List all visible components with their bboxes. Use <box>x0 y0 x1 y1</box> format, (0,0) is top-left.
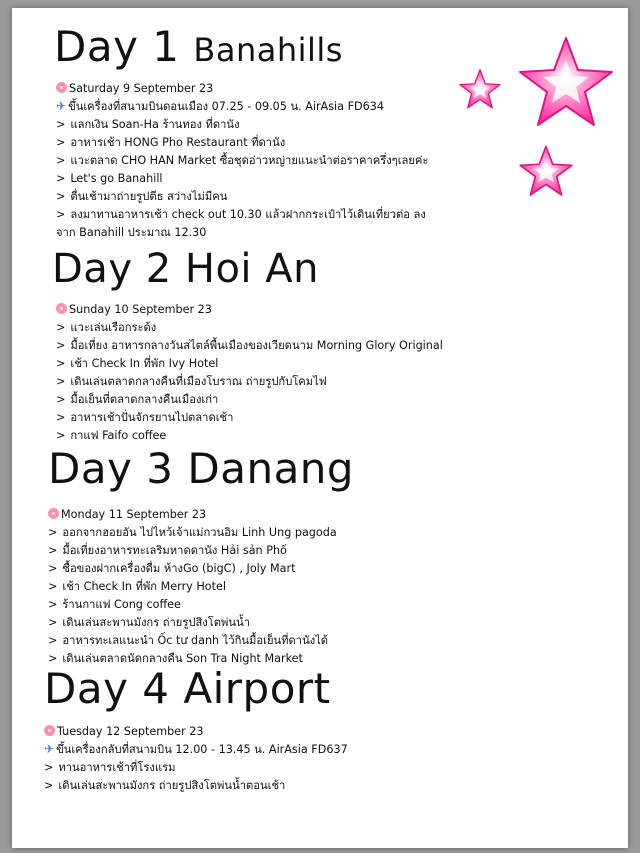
day-4-flight: ✈ ขึ้นเครื่องกลับที่สนามบิน 12.00 - 13.45 น. AirAsia FD637 <box>44 742 348 756</box>
pink-star-icon-small-right <box>518 144 574 198</box>
list-item: > มื้อเย็นที่ตลาดกลางคืนเมืองเก่า <box>56 393 219 406</box>
day-1-title <box>54 22 343 71</box>
list-item: > Let's go Banahill <box>56 172 163 185</box>
day-4-label: Day 4 <box>44 664 170 713</box>
pink-star-icon-small-left <box>458 68 502 110</box>
cherry-blossom-icon <box>56 82 67 93</box>
day-2-date: Sunday 10 September 23 <box>56 302 212 317</box>
day-3-date: Monday 11 September 23 <box>48 507 206 522</box>
list-item: > เช้า Check In ที่พัก Ivy Hotel <box>56 357 219 370</box>
day-4-date: Tuesday 12 September 23 <box>44 724 204 739</box>
list-item: > แลกเงิน Soan-Ha ร้านทอง ที่ดานัง <box>56 118 240 131</box>
day-1-date: Saturday 9 September 23 <box>56 81 213 96</box>
pink-star-icon-large <box>516 34 616 130</box>
day-2-place: Hoi An <box>184 246 319 292</box>
day-4-place: Airport <box>183 664 331 713</box>
day-1-place: Banahills <box>193 31 343 69</box>
day-3-place: Danang <box>187 444 355 493</box>
day-2-label: Day 2 <box>52 246 172 292</box>
day-2-title <box>52 246 319 292</box>
list-item: > มื้อเที่ยงอาหารทะเลริมหาดดานัง Hải sản Phố <box>48 544 287 557</box>
list-item: > ตื่นเช้ามาถ่ายรูปตีธ สว่างไม่มีคน <box>56 190 228 203</box>
day-1-flight: ✈ ขึ้นเครื่องที่สนามบินดอนเมือง 07.25 - 09.05 น. AirAsia FD634 <box>56 99 384 113</box>
day-4-title <box>44 664 331 713</box>
day-3-title <box>48 444 354 493</box>
list-item: > อาหารทะเลแนะนำ Ốc tư danh ไว้กินมื้อเย็นที่ดานังได้ <box>48 634 329 647</box>
day-3-label: Day 3 <box>48 444 174 493</box>
list-item: > แวะตลาด CHO HAN Market ซื้อชุดอ่าวหญ่ายแนะนำต่อราคาครึ่งๆเลยค่ะ <box>56 154 429 167</box>
list-item: > ซื้อของฝากเครื่องดื่ม ห้างGo (bigC) , Joly Mart <box>48 562 296 575</box>
cherry-blossom-icon <box>48 508 59 519</box>
list-item: > อาหารเช้าปั่นจักรยานไปตลาดเช้า <box>56 411 234 424</box>
list-item: > เดินเล่นสะพานมังกร ถ่ายรูปสิงโตพ่นน้ำ <box>48 616 250 629</box>
list-item: > แวะเล่นเรือกระด้ง <box>56 321 157 334</box>
cherry-blossom-icon <box>44 725 55 736</box>
list-item: > ลงมาทานอาหารเช้า check out 10.30 แล้วฝากกระเป๋าไว้เดินเที่ยวต่อ ลง <box>56 208 426 221</box>
list-item: > ออกจากฮอยอัน ไปไหว้เจ้าแม่กวนอิม Linh Ung pagoda <box>48 526 337 539</box>
list-item: > กาแฟ Faifo coffee <box>56 429 167 442</box>
list-item: > อาหารเช้า HONG Pho Restaurant ที่ดานัง <box>56 136 286 149</box>
list-item: > ร้านกาแฟ Cong coffee <box>48 598 181 611</box>
list-item: > มื้อเที่ยง อาหารกลางวันสไตล์พื้นเมืองของเวียดนาม Morning Glory Original <box>56 339 443 352</box>
cherry-blossom-icon <box>56 303 67 314</box>
list-item: > เช้า Check In ที่พัก Merry Hotel <box>48 580 226 593</box>
list-item: > เดินเล่นสะพานมังกร ถ่ายรูปสิงโตพ่นน้ำตอนเช้า <box>44 779 286 792</box>
list-item: > ทานอาหารเช้าที่โรงแรม <box>44 761 176 774</box>
list-item-continuation: จาก Banahill ประมาณ 12.30 <box>56 226 207 239</box>
list-item: > เดินเล่นตลาดนัดกลางคืน Son Tra Night Market <box>48 652 303 665</box>
day-1-label: Day 1 <box>54 22 180 71</box>
airplane-icon: ✈ <box>44 742 55 756</box>
airplane-icon: ✈ <box>56 99 67 113</box>
itinerary-page <box>12 8 628 848</box>
list-item: > เดินเล่นตลาดกลางคืนที่เมืองโบราณ ถ่ายรูปกับโคมไฟ <box>56 375 327 388</box>
